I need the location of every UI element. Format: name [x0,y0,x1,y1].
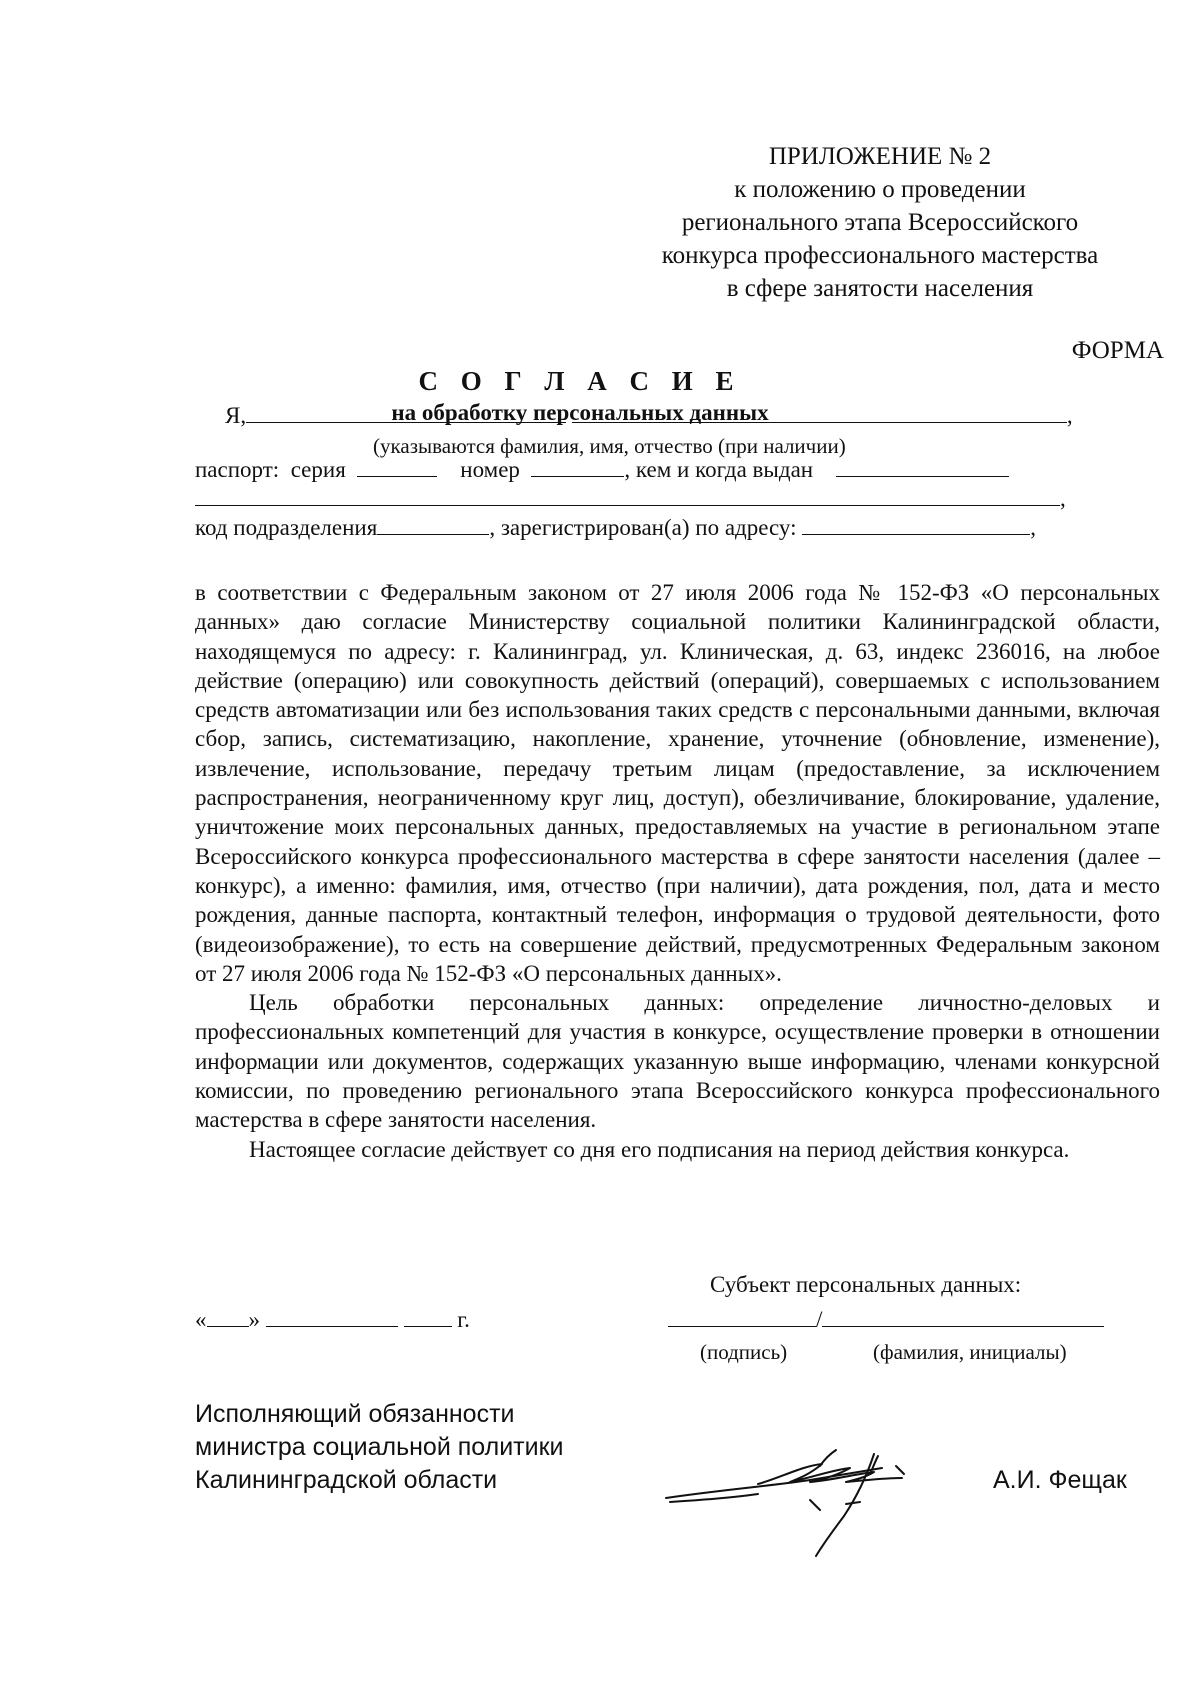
signature-line [668,1304,1104,1333]
address-field[interactable] [802,512,1030,535]
form-label: ФОРМА [1071,337,1164,364]
passport-number-field[interactable] [531,454,624,477]
year-suffix: г. [457,1307,470,1332]
handwritten-signature [660,1438,960,1568]
name-row: Я, , [225,400,1160,431]
official-title [195,1398,564,1497]
appendix-line: к положению о проведении [734,176,1026,203]
appendix-line: конкурса профессионального мастерства [661,242,1099,269]
consent-paragraph: в соответствии с Федеральным законом от 27 июля 2006 года № 152-ФЗ «О персональных данных» даю согласие Министерству социальной политики Калининградской области, находящемуся по адресу: г. Калининград, ул. Клиническая, д. 63, индекс 236016, на любое действие (операцию) или совокупность действий (операций), совершаемых с использованием средств автоматизации или без использования таких средств с персональными данными, включая сбор, запись, систематизацию, накопление, хранение, уточнение (обновление, изменение), извлечение, использование, передачу третьим лицам (предоставление, за исключением распространения, неограниченному круг лиц, доступ), обезличивание, блокирование, удаление, уничтожение моих персональных данных, предоставляемых на участие в региональном этапе Всероссийского конкурса профессионального мастерства в сфере занятости населения (далее – конкурс), а именно: фамилия, имя, отчество (при наличии), дата рождения, пол, дата и место рождения, данные паспорта, контактный телефон, информация о трудовой деятельности, фото (видеоизображение), то есть на совершение действий, предусмотренных Федеральным законом от 27 июля 2006 года № 152-ФЗ «О персональных данных». [195,580,1160,986]
registered-label: , зарегистрирован(а) по адресу: [489,515,797,540]
series-label: серия [290,457,346,482]
issued-label: , кем и когда выдан [624,457,814,482]
signer-name-field[interactable] [822,1304,1104,1327]
division-label: код подразделения [195,515,378,540]
passport-issued-continuation-field[interactable] [195,483,1060,506]
appendix-title: ПРИЛОЖЕНИЕ № 2 [768,143,992,170]
passport-label: паспорт: [195,457,280,482]
document-title: С О Г Л А С И Е [418,366,742,396]
name-field[interactable] [572,400,1067,423]
purpose-paragraph: Цель обработки персональных данных: определение личностно-деловых и профессиональных компетенций для участия в конкурсе, осуществление проверки в отношении информации или документов, содержащих указанную выше информацию, членами конкурсной комиссии, по проведению регионального этапа Всероссийского конкурса профессионального мастерства в сфере занятости населения. [195,990,1160,1133]
document-subtitle: на обработку персональных данных [391,400,769,425]
passport-issued-field[interactable] [836,454,1009,477]
signature-slash: / [816,1307,823,1332]
number-label: номер [460,457,520,482]
day-field[interactable] [207,1304,249,1327]
month-field[interactable] [266,1304,398,1327]
passport-series-field[interactable] [357,454,437,477]
name-initials-caption: (фамилия, инициалы) [873,1340,1067,1364]
surname-field[interactable] [246,400,566,423]
year-field[interactable] [404,1304,452,1327]
division-code-field[interactable] [377,512,489,535]
name-caption: (указываются фамилия, имя, отчество (при наличии) [373,434,846,458]
passport-continuation-row: , [195,483,1160,514]
address-row: код подразделения , зарегистрирован(а) по адресу: , [195,512,1160,543]
appendix-line: в сфере занятости населения [726,275,1034,302]
signer-name: А.И. Фещак [993,1466,1127,1494]
name-prefix: Я, [225,403,247,428]
date-line [195,1304,470,1333]
official-line: министра социальной политики [195,1433,564,1461]
official-line: Калининградской области [195,1466,498,1494]
appendix-line: регионального этапа Всероссийского [681,209,1079,236]
signature-field[interactable] [668,1304,816,1327]
official-line: Исполняющий обязанности [195,1400,515,1428]
date-close-quote: » [248,1307,260,1332]
passport-row [195,454,1160,485]
subject-label: Субъект персональных данных: [710,1272,1022,1297]
signature-caption: (подпись) [700,1340,788,1364]
validity-paragraph: Настоящее согласие действует со дня его подписания на период действия конкурса. [249,1136,1070,1162]
appendix-header [600,140,1160,305]
consent-body [195,578,1160,1164]
date-open-quote: « [195,1307,207,1332]
